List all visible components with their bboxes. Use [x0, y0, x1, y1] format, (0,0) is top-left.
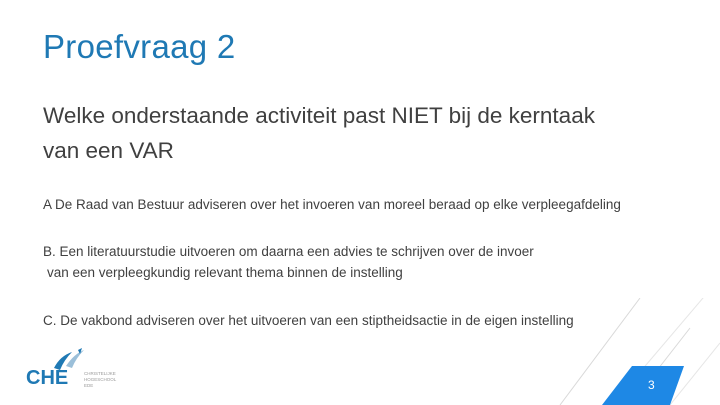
answer-c-line-1: C. De vakbond adviseren over het uitvoeren van een stiptheidsactie in de eigen instelling — [43, 313, 574, 328]
answer-b-line-2: van een verpleegkundig relevant thema binnen de instelling — [47, 265, 403, 280]
logo-swoosh-light-icon — [66, 350, 84, 368]
slide-title: Proefvraag 2 — [43, 28, 236, 65]
logo-subtitle-1: CHRISTELIJKE — [84, 371, 116, 376]
logo-subtitle-2: HOGESCHOOL — [84, 377, 117, 382]
answer-option-c — [43, 310, 574, 331]
answer-a-line-1: A De Raad van Bestuur adviseren over het invoeren van moreel beraad op elke verpleegafdeling — [43, 197, 621, 212]
answer-b-line-1: B. Een literatuurstudie uitvoeren om daarna een advies te schrijven over de invoer — [43, 244, 534, 259]
corner-decoration — [520, 298, 720, 405]
answer-option-b — [43, 241, 534, 283]
che-logo — [24, 344, 120, 394]
question-text — [43, 98, 703, 168]
logo-text: CHE — [26, 367, 69, 389]
page-number: 3 — [648, 378, 655, 392]
answer-option-a — [43, 194, 621, 215]
page-number-shape — [602, 366, 684, 405]
question-line-2: van een VAR — [43, 138, 174, 163]
question-line-1: Welke onderstaande activiteit past NIET bij de kerntaak — [43, 103, 595, 128]
logo-subtitle-3: EDE — [84, 383, 94, 388]
